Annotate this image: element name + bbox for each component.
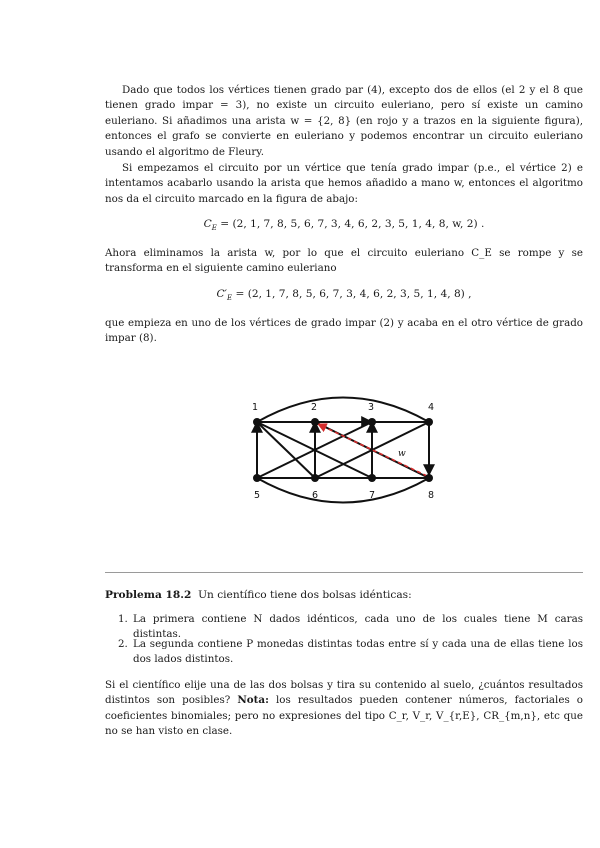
question-text: Si el científico elije una de las dos bolsas y tira su contenido al suelo, ¿cuántos resultados distintos son posibles? xyxy=(105,679,583,707)
eq1-subscript: E xyxy=(211,224,217,233)
vertex-7 xyxy=(368,474,376,482)
problem-heading xyxy=(105,588,583,602)
note-text: los resultados pueden contener números, factoriales o coeficientes binomiales; pero no expresiones del tipo C_r, V_r, V_{r,E}, CR_{m,n}, etc que no se han visto en clase. xyxy=(105,694,584,738)
edge-6-1 xyxy=(257,422,315,478)
equation-eulerian-circuit xyxy=(105,218,583,232)
list-item-text: La segunda contiene P monedas distintas todas entre sí y cada una de ellas tiene los dos lados distintos. xyxy=(133,638,583,666)
list-item-number: 1. xyxy=(118,613,128,625)
problem-number: Problema 18.2 xyxy=(105,589,192,601)
list-item-number: 2. xyxy=(118,638,128,650)
list-item xyxy=(118,637,583,668)
paragraph-question xyxy=(105,678,583,740)
eq1-sequence: = (2, 1, 7, 8, 5, 6, 7, 3, 4, 6, 2, 3, 5, 1, 4, 8, w, 2) . xyxy=(216,218,485,230)
vertex-2 xyxy=(311,418,319,426)
list-item-text: La primera contiene N dados idénticos, cada uno de los cuales tiene M caras distintas. xyxy=(133,613,583,641)
vertex-label-1: 1 xyxy=(251,402,259,413)
note-label: Nota: xyxy=(237,694,269,707)
vertex-1 xyxy=(253,418,261,426)
edge-w-label: w xyxy=(398,449,406,459)
vertex-4 xyxy=(425,418,433,426)
vertex-6 xyxy=(311,474,319,482)
eq2-symbol: C′ xyxy=(216,288,227,300)
vertex-8 xyxy=(425,474,433,482)
edge-1-4-curve xyxy=(257,398,429,423)
paragraph-path-ends: que empieza en uno de los vértices de grado impar (2) y acaba en el otro vértice de grado impar (8). xyxy=(105,317,583,345)
vertex-label-8: 8 xyxy=(427,490,435,501)
vertex-label-3: 3 xyxy=(367,402,375,413)
eq2-sequence: = (2, 1, 7, 8, 5, 6, 7, 3, 4, 6, 2, 3, 5, 1, 4, 8) , xyxy=(232,288,472,300)
problem-statement: Un científico tiene dos bolsas idénticas: xyxy=(198,589,412,601)
euler-graph-figure xyxy=(230,395,455,507)
paragraph-remove-edge: Ahora eliminamos la arista w, por lo que el circuito euleriano C_E se rompe y se transforma en el siguiente camino euleriano xyxy=(105,247,583,275)
eq2-subscript: E xyxy=(226,294,233,303)
paragraph-circuit: Si empezamos el circuito por un vértice que tenía grado impar (p.e., el vértice 2) e intentamos acabarlo usando la arista que hemos añadido a mano w, entonces el algoritmo nos da el circuito marcado en la figura de abajo: xyxy=(105,162,583,205)
vertex-label-6: 6 xyxy=(311,490,319,501)
vertex-label-5: 5 xyxy=(253,490,261,501)
vertex-label-2: 2 xyxy=(310,402,318,413)
vertex-5 xyxy=(253,474,261,482)
section-divider xyxy=(105,572,583,573)
paragraph-degrees: Dado que todos los vértices tienen grado par (4), excepto dos de ellos (el 2 y el 8 que tienen grado impar = 3), no existe un circuito euleriano, pero sí existe un camino euleriano. Si añadimos una arista w = {2, 8} (en rojo y a trazos en la siguiente figura), entonces el grafo se convierte en euleriano y podemos encontrar un circuito euleriano usando el algoritmo de Fleury. xyxy=(105,84,583,158)
eq1-symbol: C xyxy=(203,218,212,230)
vertex-label-7: 7 xyxy=(368,490,376,501)
vertex-label-4: 4 xyxy=(427,402,435,413)
edge-5-8-curve xyxy=(257,478,429,503)
equation-eulerian-path xyxy=(105,288,583,302)
vertex-3 xyxy=(368,418,376,426)
